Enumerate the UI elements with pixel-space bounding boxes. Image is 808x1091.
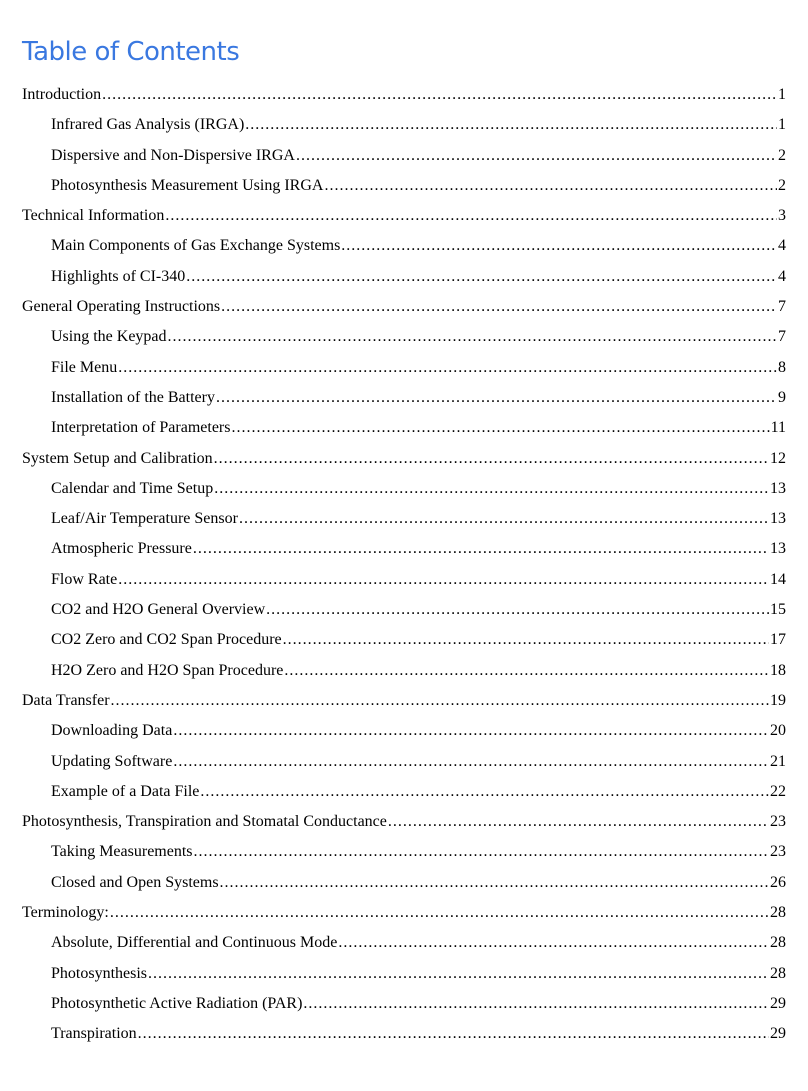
- toc-entry-label[interactable]: Transpiration: [51, 1025, 137, 1043]
- toc-entry-page-number[interactable]: 20: [770, 722, 786, 740]
- toc-subsection-entry[interactable]: [0, 928, 808, 958]
- toc-entry-label[interactable]: Closed and Open Systems: [51, 873, 219, 891]
- toc-entry-page-number[interactable]: 22: [770, 782, 786, 800]
- dot-leader: [303, 989, 769, 1019]
- dot-leader: [173, 747, 769, 777]
- toc-subsection-entry[interactable]: [0, 716, 808, 746]
- toc-section-entry[interactable]: [0, 807, 808, 837]
- toc-subsection-entry[interactable]: [0, 322, 808, 352]
- toc-subsection-entry[interactable]: [0, 262, 808, 292]
- toc-subsection-entry[interactable]: [0, 837, 808, 867]
- toc-entry-page-number[interactable]: 21: [770, 752, 786, 770]
- toc-subsection-entry[interactable]: [0, 231, 808, 261]
- toc-entry-page-number[interactable]: 12: [770, 449, 786, 467]
- page-title: Table of Contents: [22, 37, 240, 67]
- dot-leader: [200, 777, 769, 807]
- toc-entry-label[interactable]: Calendar and Time Setup: [51, 479, 214, 497]
- toc-entry-page-number[interactable]: 2: [778, 146, 786, 164]
- toc-entry-label[interactable]: Data Transfer: [22, 691, 110, 709]
- toc-entry-page-number[interactable]: 19: [770, 691, 786, 709]
- toc-list: [0, 80, 808, 1050]
- toc-entry-label[interactable]: Infrared Gas Analysis (IRGA): [51, 116, 245, 134]
- toc-entry-page-number[interactable]: 14: [770, 570, 786, 588]
- toc-entry-label[interactable]: Leaf/Air Temperature Sensor: [51, 510, 238, 528]
- toc-entry-page-number[interactable]: 23: [770, 843, 786, 861]
- toc-subsection-entry[interactable]: [0, 413, 808, 443]
- dot-leader: [193, 534, 769, 564]
- toc-entry-label[interactable]: CO2 and H2O General Overview: [51, 601, 266, 619]
- toc-entry-label[interactable]: Terminology:: [22, 904, 109, 922]
- toc-subsection-entry[interactable]: [0, 595, 808, 625]
- toc-subsection-entry[interactable]: [0, 565, 808, 595]
- toc-subsection-entry[interactable]: [0, 171, 808, 201]
- toc-entry-label[interactable]: Photosynthesis: [51, 964, 148, 982]
- toc-entry-page-number[interactable]: 11: [770, 419, 786, 437]
- dot-leader: [214, 444, 769, 474]
- dot-leader: [111, 686, 769, 716]
- dot-leader: [148, 959, 769, 989]
- dot-leader: [168, 322, 777, 352]
- toc-entry-page-number[interactable]: 28: [770, 964, 786, 982]
- toc-subsection-entry[interactable]: [0, 625, 808, 655]
- dot-leader: [220, 868, 769, 898]
- toc-entry-page-number[interactable]: 2: [778, 176, 786, 194]
- toc-subsection-entry[interactable]: [0, 474, 808, 504]
- toc-entry-page-number[interactable]: 28: [770, 904, 786, 922]
- toc-entry-page-number[interactable]: 7: [778, 328, 786, 346]
- toc-entry-label[interactable]: Atmospheric Pressure: [51, 540, 192, 558]
- toc-section-entry[interactable]: [0, 444, 808, 474]
- toc-entry-label[interactable]: H2O Zero and H2O Span Procedure: [51, 661, 284, 679]
- toc-entry-page-number[interactable]: 17: [770, 631, 786, 649]
- toc-entry-label[interactable]: Flow Rate: [51, 570, 118, 588]
- dot-leader: [296, 141, 777, 171]
- toc-subsection-entry[interactable]: [0, 656, 808, 686]
- dot-leader: [338, 928, 769, 958]
- toc-entry-label[interactable]: Technical Information: [22, 207, 165, 225]
- dot-leader: [102, 80, 777, 110]
- toc-entry-page-number[interactable]: 28: [770, 934, 786, 952]
- dot-leader: [324, 171, 777, 201]
- toc-entry-label[interactable]: Example of a Data File: [51, 782, 200, 800]
- toc-entry-page-number[interactable]: 13: [770, 510, 786, 528]
- toc-subsection-entry[interactable]: [0, 141, 808, 171]
- toc-entry-page-number[interactable]: 15: [770, 601, 786, 619]
- toc-entry-label[interactable]: CO2 Zero and CO2 Span Procedure: [51, 631, 282, 649]
- toc-subsection-entry[interactable]: [0, 504, 808, 534]
- toc-section-entry[interactable]: [0, 898, 808, 928]
- toc-entry-page-number[interactable]: 13: [770, 479, 786, 497]
- toc-entry-page-number[interactable]: 18: [770, 661, 786, 679]
- dot-leader: [118, 353, 777, 383]
- toc-subsection-entry[interactable]: [0, 534, 808, 564]
- toc-subsection-entry[interactable]: [0, 747, 808, 777]
- toc-section-entry[interactable]: [0, 292, 808, 322]
- dot-leader: [110, 898, 769, 928]
- toc-subsection-entry[interactable]: [0, 959, 808, 989]
- toc-entry-label[interactable]: Using the Keypad: [51, 328, 167, 346]
- toc-entry-page-number[interactable]: 4: [778, 237, 786, 255]
- toc-entry-page-number[interactable]: 9: [778, 388, 786, 406]
- toc-entry-page-number[interactable]: 1: [778, 86, 786, 103]
- toc-entry-page-number[interactable]: 7: [778, 298, 786, 316]
- toc-entry-label[interactable]: Taking Measurements: [51, 843, 193, 861]
- dot-leader: [284, 656, 769, 686]
- dot-leader: [283, 625, 769, 655]
- toc-entry-label[interactable]: General Operating Instructions: [22, 298, 221, 316]
- toc-entry-label[interactable]: Dispersive and Non-Dispersive IRGA: [51, 146, 295, 164]
- dot-leader: [266, 595, 769, 625]
- dot-leader: [138, 1019, 769, 1049]
- dot-leader: [118, 565, 769, 595]
- toc-entry-label[interactable]: Main Components of Gas Exchange Systems: [51, 237, 341, 255]
- dot-leader: [216, 383, 777, 413]
- toc-subsection-entry[interactable]: [0, 383, 808, 413]
- toc-entry-label[interactable]: Photosynthesis, Transpiration and Stomatal Conductance: [22, 813, 387, 831]
- toc-section-entry[interactable]: [0, 686, 808, 716]
- toc-entry-label[interactable]: Photosynthesis Measurement Using IRGA: [51, 176, 324, 194]
- dot-leader: [231, 413, 769, 443]
- toc-entry-page-number[interactable]: 8: [778, 358, 786, 376]
- dot-leader: [173, 716, 769, 746]
- toc-entry-label[interactable]: Interpretation of Parameters: [51, 419, 231, 437]
- toc-entry-label[interactable]: Photosynthetic Active Radiation (PAR): [51, 994, 303, 1012]
- toc-subsection-entry[interactable]: [0, 353, 808, 383]
- dot-leader: [239, 504, 769, 534]
- toc-entry-page-number[interactable]: 26: [770, 873, 786, 891]
- toc-subsection-entry[interactable]: [0, 1019, 808, 1049]
- toc-entry-label[interactable]: Absolute, Differential and Continuous Mode: [51, 934, 338, 952]
- toc-entry-label[interactable]: Introduction: [22, 86, 102, 103]
- dot-leader: [341, 231, 777, 261]
- toc-entry-label[interactable]: File Menu: [51, 358, 118, 376]
- dot-leader: [388, 807, 769, 837]
- toc-entry-label[interactable]: Downloading Data: [51, 722, 173, 740]
- dot-leader: [186, 262, 777, 292]
- toc-subsection-entry[interactable]: [0, 989, 808, 1019]
- toc-entry-page-number[interactable]: 29: [770, 994, 786, 1012]
- toc-entry-label[interactable]: Updating Software: [51, 752, 173, 770]
- dot-leader: [214, 474, 769, 504]
- toc-entry-page-number[interactable]: 29: [770, 1025, 786, 1043]
- toc-entry-page-number[interactable]: 4: [778, 267, 786, 285]
- toc-subsection-entry[interactable]: [0, 777, 808, 807]
- toc-entry-page-number[interactable]: 23: [770, 813, 786, 831]
- dot-leader: [245, 110, 777, 140]
- toc-entry-label[interactable]: System Setup and Calibration: [22, 449, 213, 467]
- toc-entry-page-number[interactable]: 3: [778, 207, 786, 225]
- toc-subsection-entry[interactable]: [0, 110, 808, 140]
- dot-leader: [221, 292, 777, 322]
- toc-entry-page-number[interactable]: 13: [770, 540, 786, 558]
- toc-subsection-entry[interactable]: [0, 868, 808, 898]
- toc-entry-label[interactable]: Highlights of CI-340: [51, 267, 186, 285]
- dot-leader: [194, 837, 769, 867]
- dot-leader: [165, 201, 777, 231]
- toc-entry-label[interactable]: Installation of the Battery: [51, 388, 215, 406]
- toc-section-entry[interactable]: [0, 80, 808, 110]
- toc-section-entry[interactable]: [0, 201, 808, 231]
- toc-entry-page-number[interactable]: 1: [778, 116, 786, 134]
